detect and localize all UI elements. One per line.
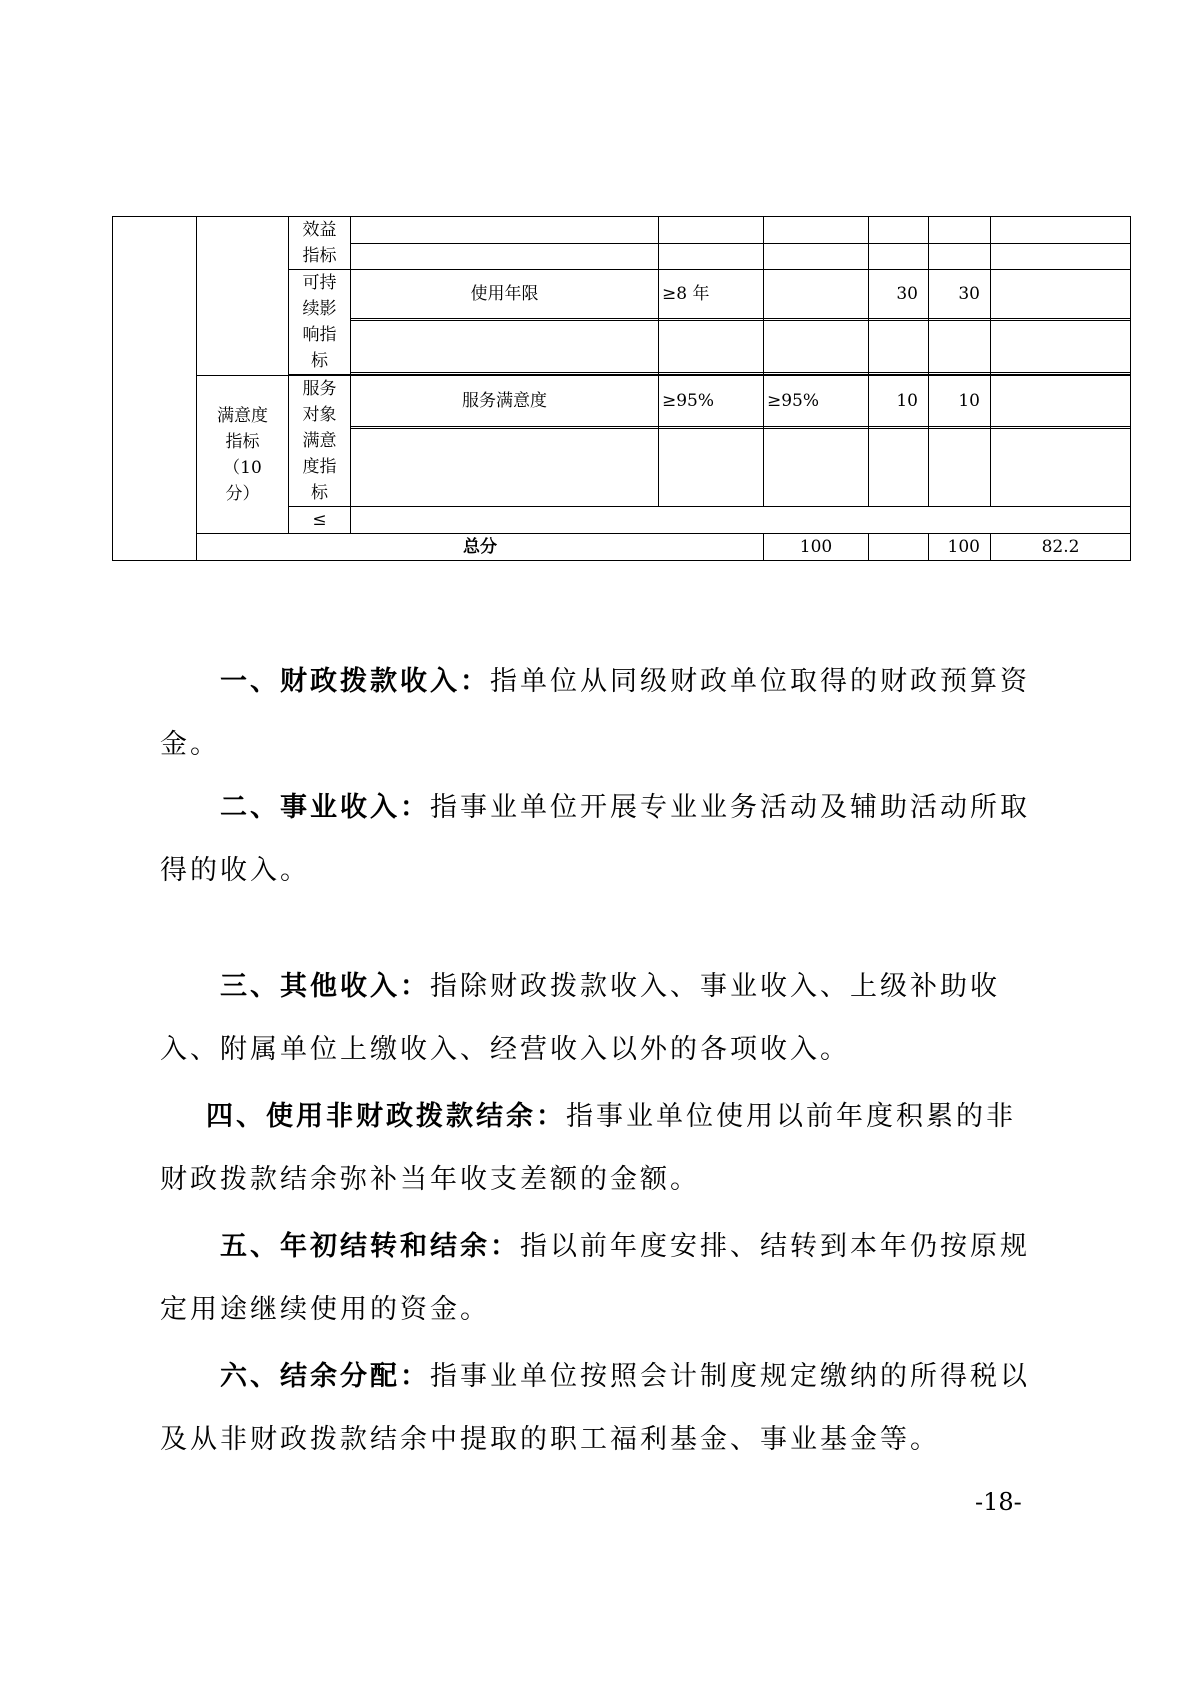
definition-paragraph — [160, 1345, 1040, 1471]
indicator-name: 服务满意度 — [351, 376, 659, 427]
definition-label: 一、财政拨款收入： — [220, 666, 490, 697]
total-weight: 100 — [929, 534, 991, 561]
indicator-target: ≥8 年 — [659, 270, 764, 319]
table-cell — [764, 243, 869, 270]
table-cell — [991, 429, 1131, 507]
performance-table — [112, 216, 1131, 561]
definition-label: 三、其他收入： — [220, 971, 430, 1002]
table-cell — [929, 217, 991, 244]
table-cell — [351, 507, 1131, 534]
service-indicator: 服务对象满意度指标 — [289, 376, 351, 507]
definition-text: 指以前年度安排、结转到本年仍按原规定用途继续使用的资金。 — [160, 1231, 1030, 1325]
definition-text: 指事业单位使用以前年度积累的非财政拨款结余弥补当年收支差额的金额。 — [160, 1101, 1016, 1195]
definition-paragraph — [160, 1085, 1040, 1211]
benefit-indicator: 效益指标 — [289, 217, 351, 270]
definition-label: 四、使用非财政拨款结余： — [206, 1101, 566, 1132]
indicator-score: 10 — [929, 376, 991, 427]
table-cell — [764, 321, 869, 373]
table-cell — [991, 243, 1131, 270]
definition-text: 指除财政拨款收入、事业收入、上级补助收入、附属单位上缴收入、经营收入以外的各项收入。 — [160, 971, 1000, 1065]
table-cell — [991, 321, 1131, 373]
table-cell — [351, 429, 659, 507]
level1-indicator-cell — [113, 217, 197, 561]
indicator-weight: 30 — [869, 270, 929, 319]
indicator-weight: 10 — [869, 376, 929, 427]
page-number: -18- — [975, 1488, 1022, 1516]
definition-text: 指单位从同级财政单位取得的财政预算资金。 — [160, 666, 1030, 760]
definition-paragraph — [160, 955, 1040, 1081]
definition-text: 指事业单位按照会计制度规定缴纳的所得税以及从非财政拨款结余中提取的职工福利基金、事业基金等。 — [160, 1361, 1030, 1455]
definition-label: 二、事业收入： — [220, 792, 430, 823]
definition-paragraph — [160, 776, 1040, 902]
table-cell — [991, 217, 1131, 244]
table-cell — [659, 321, 764, 373]
table-cell — [659, 217, 764, 244]
indicator-actual — [764, 270, 869, 319]
table-cell — [351, 243, 659, 270]
table-cell — [659, 243, 764, 270]
total-actual — [869, 534, 929, 561]
definition-label: 六、结余分配： — [220, 1361, 430, 1392]
table-cell — [991, 270, 1131, 319]
sustainable-indicator: 可持续影响指标 — [289, 270, 351, 375]
satisfaction-category: 满意度指标（10 分） — [197, 376, 289, 534]
total-score: 82.2 — [991, 534, 1131, 561]
table-cell — [869, 243, 929, 270]
table-cell — [869, 321, 929, 373]
table-cell — [869, 429, 929, 507]
table-cell — [929, 429, 991, 507]
table-cell — [929, 321, 991, 373]
level2-indicator-cell — [197, 217, 289, 376]
definition-label: 五、年初结转和结余： — [220, 1231, 520, 1262]
table-cell — [351, 217, 659, 244]
table-row — [113, 376, 1131, 427]
table-cell — [991, 376, 1131, 427]
total-label: 总分 — [197, 534, 764, 561]
table-cell — [659, 429, 764, 507]
indicator-target: ≥95% — [659, 376, 764, 427]
total-target: 100 — [764, 534, 869, 561]
leq-symbol: ≤ — [289, 507, 351, 534]
table-cell — [869, 217, 929, 244]
indicator-name: 使用年限 — [351, 270, 659, 319]
definition-paragraph — [160, 1215, 1040, 1341]
definition-paragraph — [160, 650, 1040, 776]
table-cell — [929, 243, 991, 270]
table-cell — [764, 429, 869, 507]
total-row — [113, 534, 1131, 561]
indicator-actual: ≥95% — [764, 376, 869, 427]
indicator-score: 30 — [929, 270, 991, 319]
definition-text: 指事业单位开展专业业务活动及辅助活动所取得的收入。 — [160, 792, 1030, 886]
table-cell — [351, 321, 659, 373]
table-cell — [764, 217, 869, 244]
